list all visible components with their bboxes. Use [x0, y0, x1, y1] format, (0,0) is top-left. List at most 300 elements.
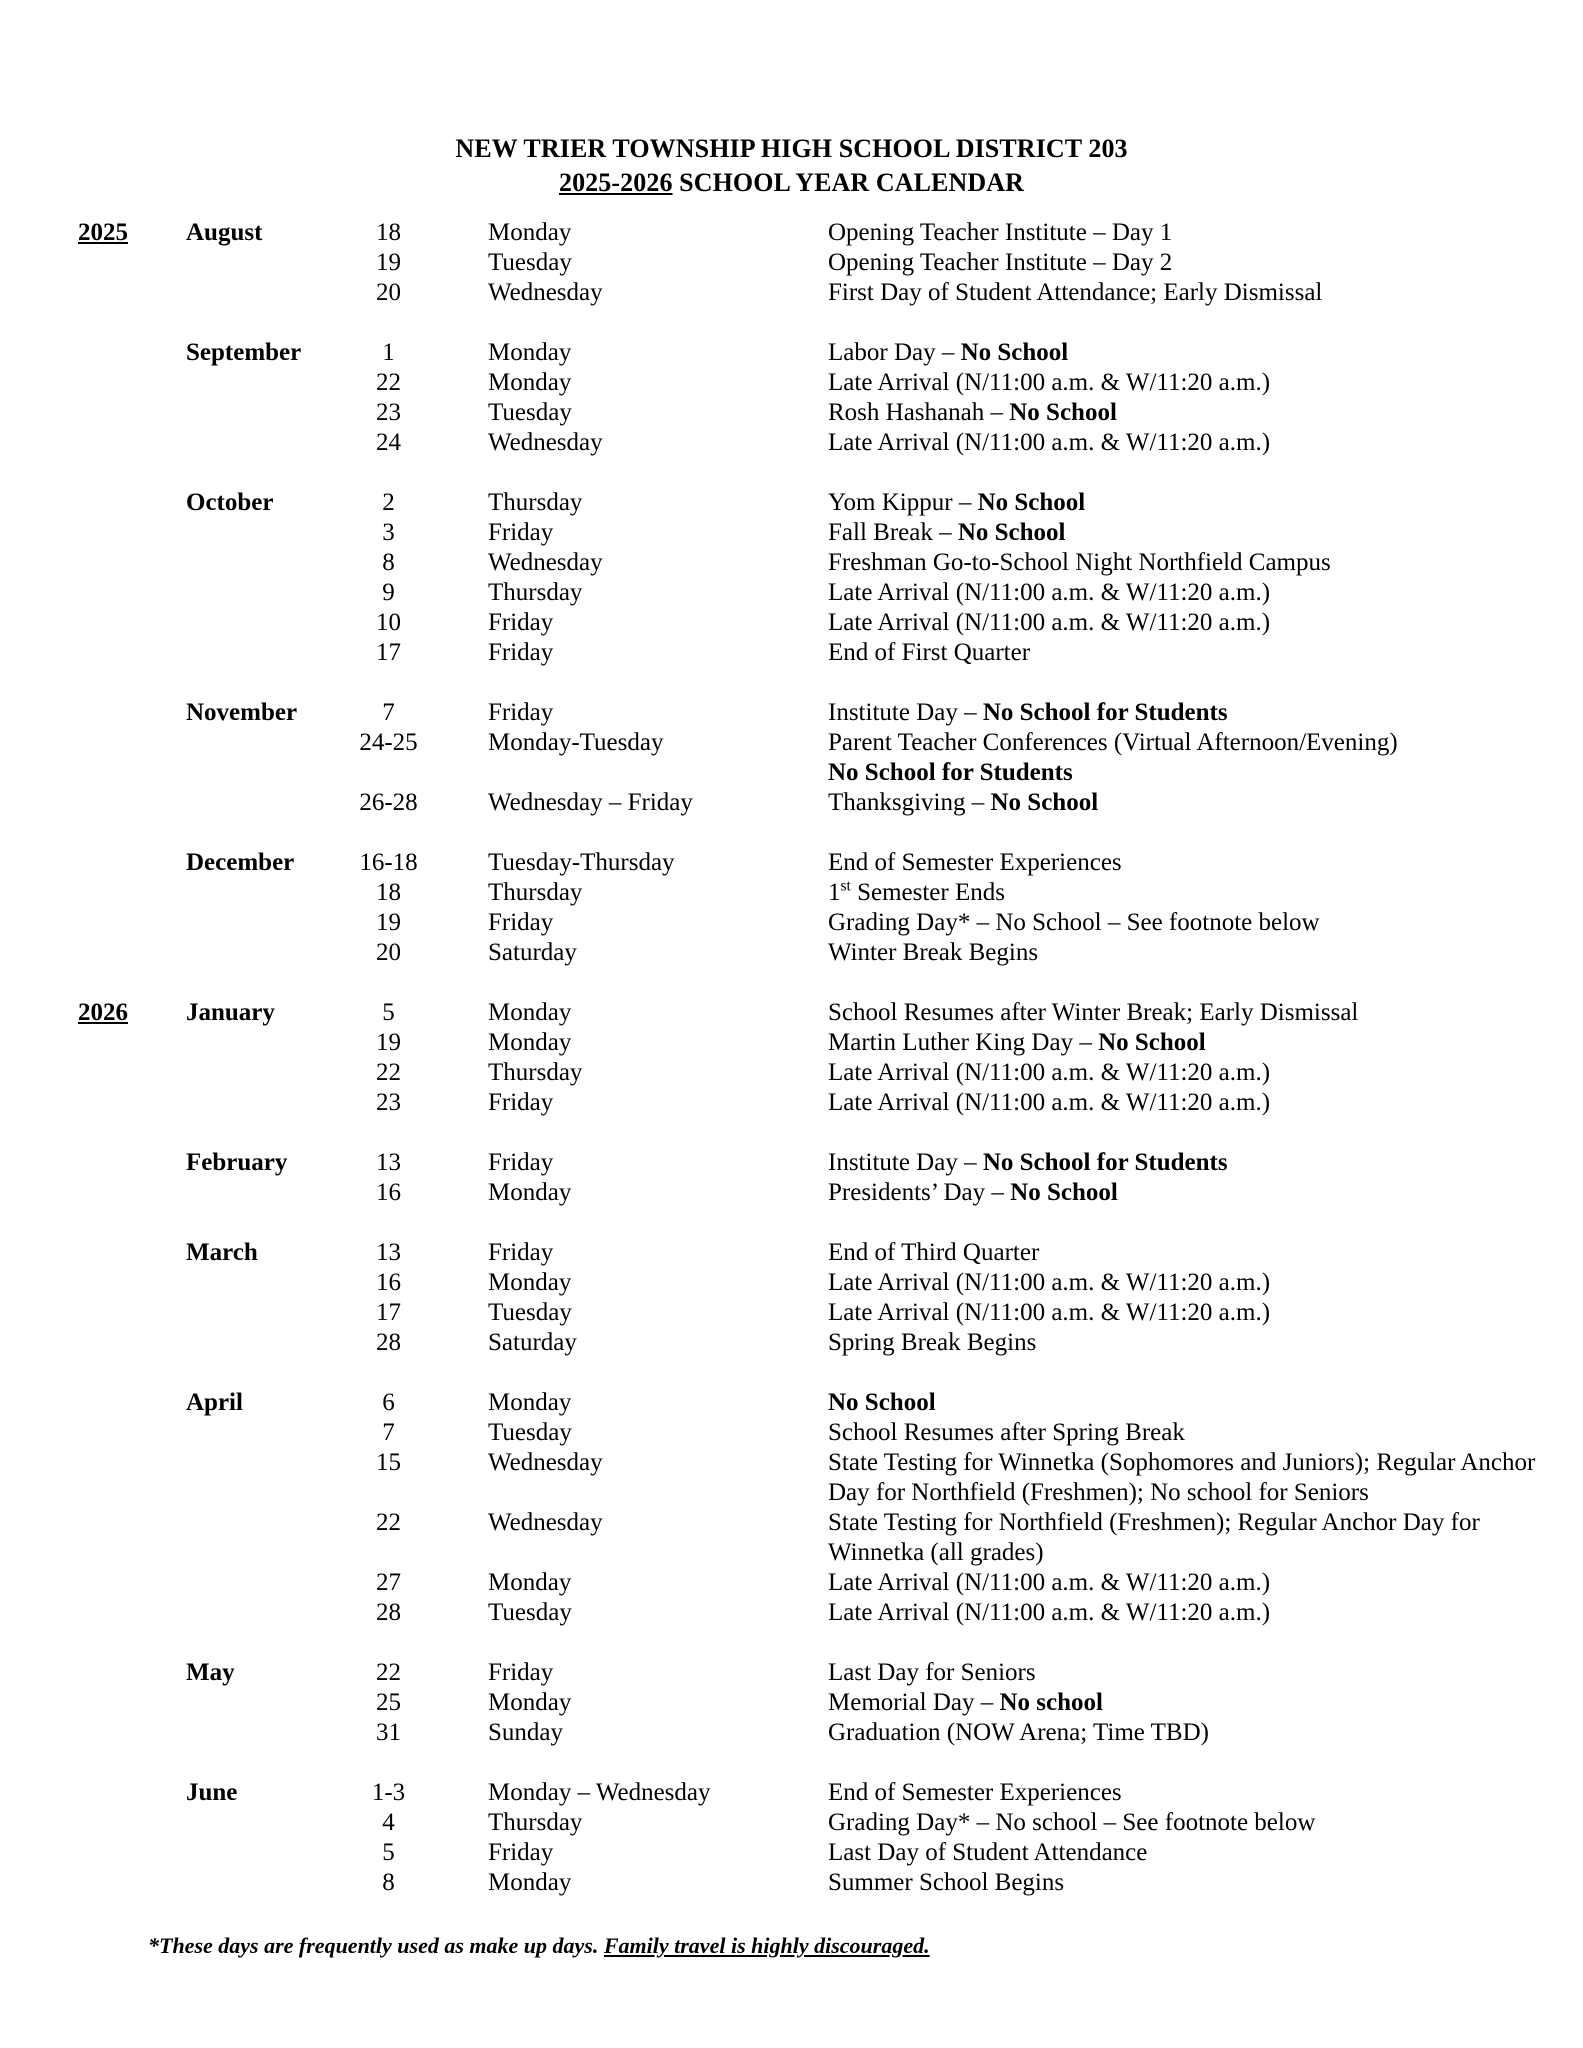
calendar-row — [78, 788, 1543, 818]
day-number: 16-18 — [359, 849, 418, 876]
spacer-cell — [78, 458, 1543, 488]
day-of-week: Monday — [488, 1689, 572, 1716]
event-description: Rosh Hashanah – No School — [828, 399, 1117, 426]
column-spacer — [461, 1328, 488, 1358]
column-spacer — [461, 1658, 488, 1688]
year-cell-empty — [78, 788, 186, 818]
month-label: April — [186, 1389, 243, 1416]
day-number: 22 — [376, 1509, 401, 1536]
day-of-week: Monday — [488, 1389, 572, 1416]
month-group-spacer — [78, 308, 1543, 338]
column-spacer — [461, 548, 488, 578]
calendar-row — [78, 1448, 1543, 1508]
day-number: 22 — [376, 1659, 401, 1686]
day-number: 8 — [382, 1869, 395, 1896]
year-cell-empty — [78, 1688, 186, 1718]
event-description: Late Arrival (N/11:00 a.m. & W/11:20 a.m.) — [828, 429, 1271, 456]
day-number: 27 — [376, 1569, 401, 1596]
calendar-row — [78, 1778, 1543, 1808]
year-cell-empty — [78, 1238, 186, 1268]
event-description: Martin Luther King Day – No School — [828, 1029, 1206, 1056]
day-of-week: Friday — [488, 519, 554, 546]
month-group-spacer — [78, 1748, 1543, 1778]
year-label: 2026 — [78, 999, 128, 1026]
day-number: 22 — [376, 1059, 401, 1086]
month-cell-empty — [186, 1838, 316, 1868]
day-of-week: Sunday — [488, 1719, 563, 1746]
event-description: Late Arrival (N/11:00 a.m. & W/11:20 a.m.) — [828, 1089, 1271, 1116]
month-label: September — [186, 339, 302, 366]
calendar-row — [78, 998, 1543, 1028]
event-description: School Resumes after Spring Break — [828, 1419, 1185, 1446]
day-number: 13 — [376, 1149, 401, 1176]
column-spacer — [461, 1418, 488, 1448]
month-cell-empty — [186, 1088, 316, 1118]
year-cell-empty — [78, 278, 186, 308]
column-spacer — [461, 368, 488, 398]
year-cell-empty — [78, 938, 186, 968]
column-spacer — [461, 1448, 488, 1508]
day-of-week: Tuesday — [488, 1419, 572, 1446]
calendar-row — [78, 368, 1543, 398]
day-of-week: Tuesday — [488, 399, 572, 426]
column-spacer — [461, 1388, 488, 1418]
day-number: 15 — [376, 1449, 401, 1476]
event-description: Fall Break – No School — [828, 519, 1066, 546]
day-number: 17 — [376, 1299, 401, 1326]
event-description: No School — [828, 1389, 936, 1416]
year-cell-empty — [78, 248, 186, 278]
day-number: 28 — [376, 1329, 401, 1356]
year-cell-empty — [78, 1508, 186, 1568]
calendar-row — [78, 1238, 1543, 1268]
day-of-week: Friday — [488, 1239, 554, 1266]
month-group-spacer — [78, 1118, 1543, 1148]
day-number: 19 — [376, 249, 401, 276]
calendar-row — [78, 1508, 1543, 1568]
calendar-row — [78, 1178, 1543, 1208]
event-description: Last Day of Student Attendance — [828, 1839, 1148, 1866]
event-description: Graduation (NOW Arena; Time TBD) — [828, 1719, 1209, 1746]
day-of-week: Tuesday — [488, 1299, 572, 1326]
calendar-row — [78, 1328, 1543, 1358]
day-number: 7 — [382, 699, 395, 726]
calendar-row — [78, 1418, 1543, 1448]
year-cell-empty — [78, 1178, 186, 1208]
month-cell-empty — [186, 908, 316, 938]
day-number: 26-28 — [359, 789, 418, 816]
year-cell-empty — [78, 608, 186, 638]
year-cell-empty — [78, 1658, 186, 1688]
year-cell-empty — [78, 698, 186, 728]
day-of-week: Monday — [488, 1269, 572, 1296]
event-description: 1st Semester Ends — [828, 877, 1005, 906]
calendar-row — [78, 518, 1543, 548]
column-spacer — [461, 848, 488, 878]
spacer-cell — [78, 1748, 1543, 1778]
event-description: Late Arrival (N/11:00 a.m. & W/11:20 a.m.) — [828, 1299, 1271, 1326]
day-of-week: Friday — [488, 1659, 554, 1686]
day-of-week: Wednesday — [488, 1449, 603, 1476]
column-spacer — [461, 1838, 488, 1868]
year-cell-empty — [78, 368, 186, 398]
month-cell-empty — [186, 248, 316, 278]
month-label: October — [186, 489, 274, 516]
day-number: 1-3 — [371, 1779, 406, 1806]
event-description: Late Arrival (N/11:00 a.m. & W/11:20 a.m.) — [828, 609, 1271, 636]
column-spacer — [461, 608, 488, 638]
column-spacer — [461, 1718, 488, 1748]
column-spacer — [461, 788, 488, 818]
year-cell-empty — [78, 548, 186, 578]
day-of-week: Friday — [488, 1089, 554, 1116]
event-description: Yom Kippur – No School — [828, 489, 1086, 516]
month-cell-empty — [186, 1298, 316, 1328]
year-cell-empty — [78, 1268, 186, 1298]
year-cell-empty — [78, 1808, 186, 1838]
column-spacer — [461, 1148, 488, 1178]
year-cell-empty — [78, 428, 186, 458]
calendar-row — [78, 1658, 1543, 1688]
calendar-row — [78, 218, 1543, 248]
calendar-row — [78, 1088, 1543, 1118]
month-cell-empty — [186, 1598, 316, 1628]
calendar-row — [78, 908, 1543, 938]
event-description: Memorial Day – No school — [828, 1689, 1103, 1716]
footnote — [0, 1932, 1583, 1960]
day-of-week: Monday — [488, 1569, 572, 1596]
month-cell-empty — [186, 1568, 316, 1598]
calendar-row — [78, 1808, 1543, 1838]
column-spacer — [461, 1808, 488, 1838]
day-of-week: Friday — [488, 699, 554, 726]
calendar-row — [78, 578, 1543, 608]
day-number: 8 — [382, 549, 395, 576]
calendar-row — [78, 248, 1543, 278]
month-cell-empty — [186, 1808, 316, 1838]
day-of-week: Monday — [488, 1179, 572, 1206]
event-description: First Day of Student Attendance; Early Dismissal — [828, 279, 1323, 306]
spacer-cell — [78, 1208, 1543, 1238]
day-number: 16 — [376, 1179, 401, 1206]
calendar-row — [78, 1268, 1543, 1298]
month-cell-empty — [186, 1718, 316, 1748]
day-number: 16 — [376, 1269, 401, 1296]
day-number: 5 — [382, 1839, 395, 1866]
column-spacer — [461, 1058, 488, 1088]
month-cell-empty — [186, 788, 316, 818]
calendar-row — [78, 638, 1543, 668]
event-description: Grading Day* – No school – See footnote below — [828, 1809, 1316, 1836]
month-cell-empty — [186, 1508, 316, 1568]
day-of-week: Tuesday — [488, 249, 572, 276]
event-description: End of First Quarter — [828, 639, 1031, 666]
footnote-plain-text: *These days are frequently used as make up days. — [148, 1933, 604, 1958]
calendar-row — [78, 1868, 1543, 1898]
column-spacer — [461, 1178, 488, 1208]
column-spacer — [461, 518, 488, 548]
day-of-week: Wednesday – Friday — [488, 789, 693, 816]
event-description: Spring Break Begins — [828, 1329, 1037, 1356]
year-cell-empty — [78, 1298, 186, 1328]
document-title-line-1: NEW TRIER TOWNSHIP HIGH SCHOOL DISTRICT 203 — [455, 134, 1128, 163]
spacer-cell — [78, 1358, 1543, 1388]
month-label: March — [186, 1239, 258, 1266]
column-spacer — [461, 1028, 488, 1058]
column-spacer — [461, 218, 488, 248]
year-cell-empty — [78, 518, 186, 548]
event-description: Late Arrival (N/11:00 a.m. & W/11:20 a.m.) — [828, 579, 1271, 606]
calendar-row — [78, 428, 1543, 458]
year-cell-empty — [78, 1088, 186, 1118]
month-cell-empty — [186, 1868, 316, 1898]
column-spacer — [461, 248, 488, 278]
event-description: Parent Teacher Conferences (Virtual Afternoon/Evening) No School for Students — [828, 729, 1398, 786]
month-label: November — [186, 699, 298, 726]
year-cell-empty — [78, 1568, 186, 1598]
spacer-cell — [78, 818, 1543, 848]
calendar-row — [78, 488, 1543, 518]
event-description: End of Semester Experiences — [828, 849, 1122, 876]
month-label: December — [186, 849, 295, 876]
column-spacer — [461, 998, 488, 1028]
month-group-spacer — [78, 818, 1543, 848]
column-spacer — [461, 908, 488, 938]
event-description: School Resumes after Winter Break; Early Dismissal — [828, 999, 1359, 1026]
day-number: 18 — [376, 219, 401, 246]
day-of-week: Wednesday — [488, 1509, 603, 1536]
day-number: 22 — [376, 369, 401, 396]
document-header — [0, 0, 1583, 200]
calendar-row — [78, 848, 1543, 878]
column-spacer — [461, 698, 488, 728]
day-of-week: Friday — [488, 1149, 554, 1176]
column-spacer — [461, 1598, 488, 1628]
column-spacer — [461, 1568, 488, 1598]
column-spacer — [461, 728, 488, 788]
calendar-table-body — [78, 218, 1543, 1898]
day-number: 7 — [382, 1419, 395, 1446]
month-cell-empty — [186, 278, 316, 308]
event-description: Late Arrival (N/11:00 a.m. & W/11:20 a.m.) — [828, 1059, 1271, 1086]
month-label: May — [186, 1659, 235, 1686]
year-label: 2025 — [78, 219, 128, 246]
month-cell-empty — [186, 428, 316, 458]
day-number: 1 — [382, 339, 395, 366]
day-of-week: Saturday — [488, 1329, 577, 1356]
year-cell-empty — [78, 908, 186, 938]
year-cell-empty — [78, 1868, 186, 1898]
event-description: Thanksgiving – No School — [828, 789, 1099, 816]
day-number: 20 — [376, 939, 401, 966]
day-number: 19 — [376, 1029, 401, 1056]
month-cell-empty — [186, 938, 316, 968]
year-cell-empty — [78, 1718, 186, 1748]
spacer-cell — [78, 308, 1543, 338]
event-description: Late Arrival (N/11:00 a.m. & W/11:20 a.m.) — [828, 369, 1271, 396]
day-of-week: Wednesday — [488, 429, 603, 456]
month-group-spacer — [78, 1208, 1543, 1238]
column-spacer — [461, 1298, 488, 1328]
calendar-row — [78, 1598, 1543, 1628]
year-cell-empty — [78, 578, 186, 608]
year-cell-empty — [78, 1418, 186, 1448]
column-spacer — [461, 578, 488, 608]
day-of-week: Tuesday-Thursday — [488, 849, 675, 876]
day-number: 3 — [382, 519, 395, 546]
column-spacer — [461, 878, 488, 908]
month-group-spacer — [78, 1628, 1543, 1658]
day-of-week: Monday — [488, 1029, 572, 1056]
day-of-week: Friday — [488, 609, 554, 636]
column-spacer — [461, 428, 488, 458]
day-of-week: Thursday — [488, 1809, 583, 1836]
day-number: 23 — [376, 1089, 401, 1116]
event-description: Grading Day* – No School – See footnote below — [828, 909, 1320, 936]
day-of-week: Monday — [488, 219, 572, 246]
year-cell-empty — [78, 1148, 186, 1178]
day-of-week: Friday — [488, 909, 554, 936]
month-cell-empty — [186, 398, 316, 428]
column-spacer — [461, 1268, 488, 1298]
month-group-spacer — [78, 968, 1543, 998]
year-cell-empty — [78, 1598, 186, 1628]
month-cell-empty — [186, 728, 316, 788]
day-number: 2 — [382, 489, 395, 516]
year-cell-empty — [78, 1778, 186, 1808]
day-number: 9 — [382, 579, 395, 606]
column-spacer — [461, 1508, 488, 1568]
month-label: August — [186, 219, 263, 246]
school-year-range: 2025-2026 — [558, 168, 673, 197]
month-label: January — [186, 999, 275, 1026]
column-spacer — [461, 1088, 488, 1118]
day-number: 31 — [376, 1719, 401, 1746]
school-year-calendar-label: SCHOOL YEAR CALENDAR — [672, 168, 1025, 197]
year-cell-empty — [78, 638, 186, 668]
month-cell-empty — [186, 638, 316, 668]
day-number: 23 — [376, 399, 401, 426]
column-spacer — [461, 1238, 488, 1268]
day-of-week: Thursday — [488, 1059, 583, 1086]
year-cell-empty — [78, 878, 186, 908]
month-cell-empty — [186, 578, 316, 608]
month-cell-empty — [186, 1448, 316, 1508]
calendar-row — [78, 1298, 1543, 1328]
calendar-row — [78, 398, 1543, 428]
column-spacer — [461, 1868, 488, 1898]
event-description: State Testing for Northfield (Freshmen); Regular Anchor Day for Winnetka (all grades) — [828, 1509, 1480, 1566]
month-cell-empty — [186, 1028, 316, 1058]
event-description: State Testing for Winnetka (Sophomores and Juniors); Regular Anchor Day for Northfield (Freshmen); No school for Seniors — [828, 1449, 1536, 1506]
day-number: 19 — [376, 909, 401, 936]
day-of-week: Monday-Tuesday — [488, 729, 664, 756]
event-description: End of Third Quarter — [828, 1239, 1040, 1266]
calendar-row — [78, 938, 1543, 968]
spacer-cell — [78, 668, 1543, 698]
calendar-row — [78, 548, 1543, 578]
year-cell-empty — [78, 1388, 186, 1418]
document-title-line-2 — [0, 166, 1583, 200]
day-of-week: Monday – Wednesday — [488, 1779, 711, 1806]
month-cell-empty — [186, 608, 316, 638]
event-description: Presidents’ Day – No School — [828, 1179, 1118, 1206]
calendar-row — [78, 1148, 1543, 1178]
column-spacer — [461, 1688, 488, 1718]
event-description: Last Day for Seniors — [828, 1659, 1036, 1686]
day-number: 25 — [376, 1689, 401, 1716]
day-of-week: Friday — [488, 1839, 554, 1866]
column-spacer — [461, 1778, 488, 1808]
year-cell-empty — [78, 1058, 186, 1088]
month-group-spacer — [78, 668, 1543, 698]
day-of-week: Monday — [488, 339, 572, 366]
event-description: Institute Day – No School for Students — [828, 1149, 1228, 1176]
calendar-row — [78, 1028, 1543, 1058]
event-description: Winter Break Begins — [828, 939, 1039, 966]
day-of-week: Friday — [488, 639, 554, 666]
day-number: 13 — [376, 1239, 401, 1266]
month-cell-empty — [186, 1418, 316, 1448]
day-of-week: Monday — [488, 999, 572, 1026]
month-cell-empty — [186, 1268, 316, 1298]
calendar-row — [78, 1568, 1543, 1598]
day-number: 20 — [376, 279, 401, 306]
day-number: 24-25 — [359, 729, 418, 756]
month-label: June — [186, 1779, 238, 1806]
year-cell-empty — [78, 398, 186, 428]
event-description: Opening Teacher Institute – Day 2 — [828, 249, 1173, 276]
column-spacer — [461, 338, 488, 368]
day-number: 18 — [376, 879, 401, 906]
spacer-cell — [78, 1118, 1543, 1148]
year-cell-empty — [78, 1448, 186, 1508]
month-cell-empty — [186, 518, 316, 548]
calendar-row — [78, 338, 1543, 368]
calendar-row — [78, 278, 1543, 308]
event-description: Late Arrival (N/11:00 a.m. & W/11:20 a.m.) — [828, 1569, 1271, 1596]
calendar-row — [78, 1058, 1543, 1088]
day-of-week: Saturday — [488, 939, 577, 966]
calendar-body — [0, 218, 1583, 1898]
day-of-week: Tuesday — [488, 1599, 572, 1626]
month-cell-empty — [186, 1058, 316, 1088]
day-of-week: Thursday — [488, 879, 583, 906]
month-cell-empty — [186, 1688, 316, 1718]
day-of-week: Wednesday — [488, 549, 603, 576]
event-description: Institute Day – No School for Students — [828, 699, 1228, 726]
footnote-underlined-text: Family travel is highly discouraged. — [603, 1933, 930, 1958]
month-cell-empty — [186, 368, 316, 398]
event-description: Opening Teacher Institute – Day 1 — [828, 219, 1173, 246]
day-of-week: Wednesday — [488, 279, 603, 306]
day-number: 5 — [382, 999, 395, 1026]
year-cell-empty — [78, 1328, 186, 1358]
calendar-table — [78, 218, 1543, 1898]
month-group-spacer — [78, 1358, 1543, 1388]
year-cell-empty — [78, 338, 186, 368]
month-group-spacer — [78, 458, 1543, 488]
year-cell-empty — [78, 488, 186, 518]
day-number: 17 — [376, 639, 401, 666]
month-cell-empty — [186, 1328, 316, 1358]
event-description: End of Semester Experiences — [828, 1779, 1122, 1806]
day-number: 10 — [376, 609, 401, 636]
day-of-week: Monday — [488, 369, 572, 396]
month-cell-empty — [186, 1178, 316, 1208]
calendar-row — [78, 1388, 1543, 1418]
day-of-week: Thursday — [488, 579, 583, 606]
